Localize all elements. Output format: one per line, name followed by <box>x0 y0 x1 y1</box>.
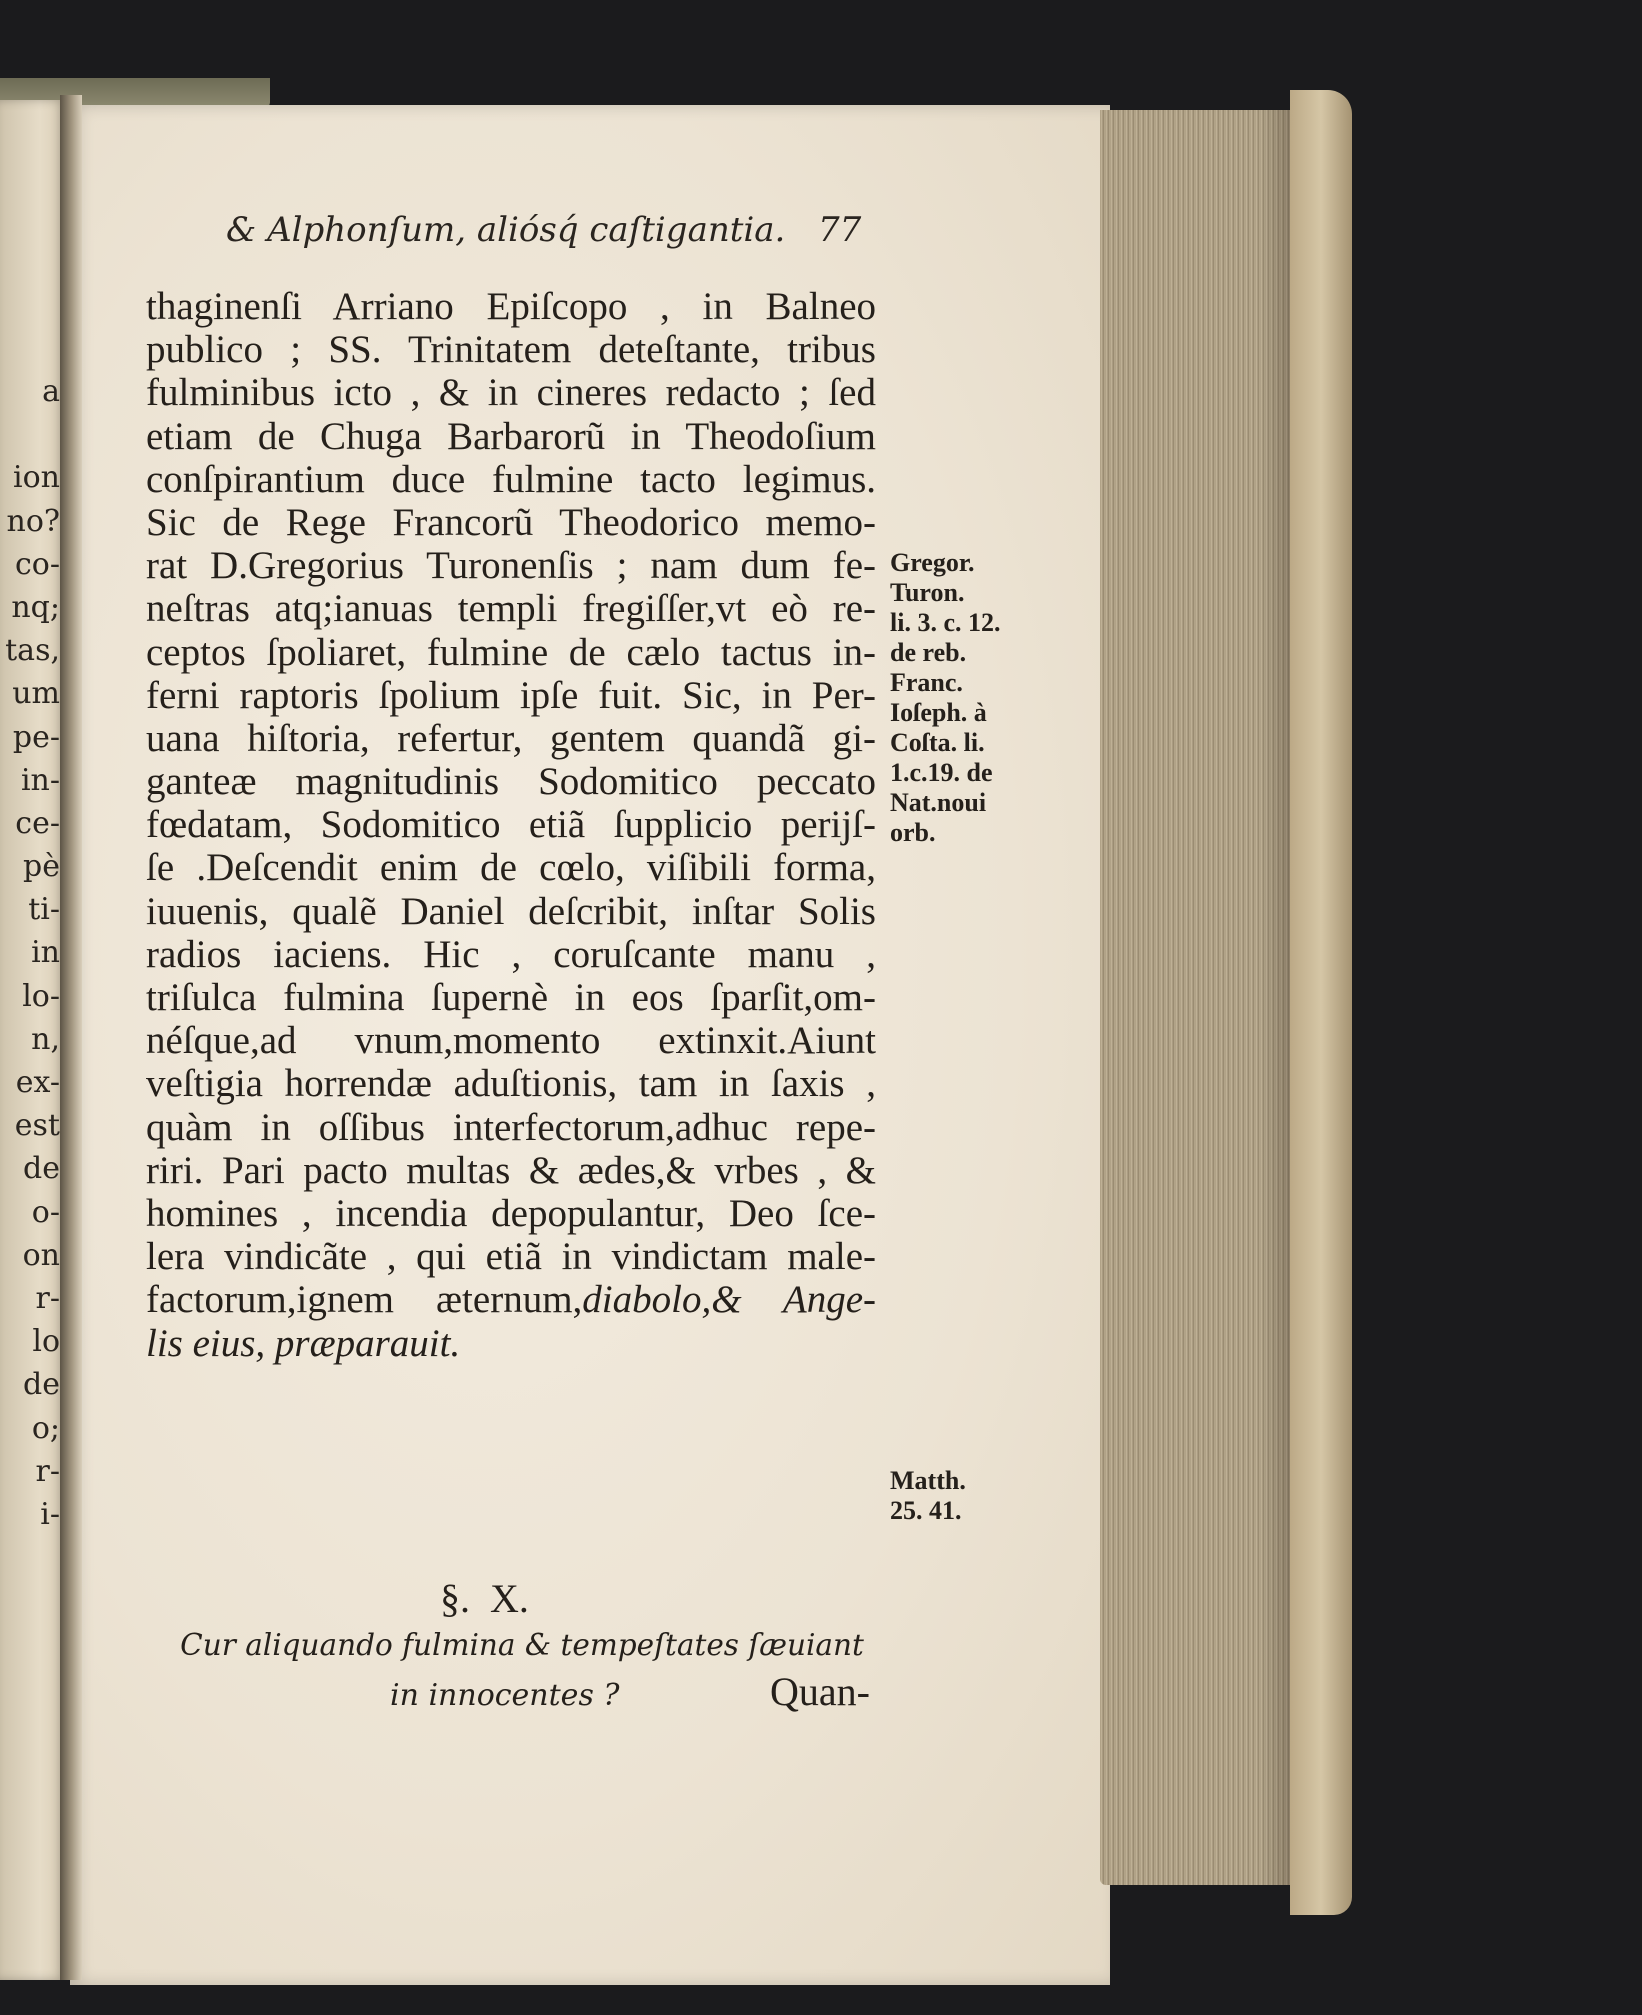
section-title-line-1: Cur aliquando fulmina & tempeſtates ſæuiant <box>180 1628 864 1662</box>
previous-page-fragment: ion <box>13 460 60 496</box>
section-mark: §. X. <box>440 1576 529 1621</box>
previous-page-fragment: r- <box>35 1280 60 1316</box>
previous-page-fragment: de <box>23 1151 60 1187</box>
marginal-note-line: Ioſeph. à <box>890 698 987 727</box>
previous-page-fragment: o- <box>31 1194 60 1230</box>
body-line: ganteæ magnitudinis Sodomitico peccato <box>146 760 876 804</box>
body-line: riri. Pari pacto multas & ædes,& vrbes , & <box>146 1148 876 1192</box>
previous-page-fragment: r- <box>35 1453 60 1489</box>
marginal-note-line: Matth. <box>890 1466 966 1495</box>
book-gutter <box>60 95 82 1980</box>
body-line: veſtigia horrendæ aduſtionis, tam in ſaxis , <box>146 1062 876 1106</box>
previous-page-fragment: in- <box>20 762 60 798</box>
body-line: publico ; SS. Trinitatem deteſtante, tribus <box>146 328 876 372</box>
body-line: lera vindicãte , qui etiã in vindictam male- <box>146 1235 876 1279</box>
body-line: conſpirantium duce fulmine tacto legimus. <box>146 457 876 501</box>
previous-page-fragment: lo- <box>22 978 60 1014</box>
back-cover <box>1290 90 1352 1915</box>
previous-page-fragment: a <box>42 374 60 409</box>
marginal-note-line: de reb. <box>890 638 967 667</box>
marginal-note-line: 25. 41. <box>890 1496 962 1525</box>
body-line: fulminibus icto , & in cineres redacto ; ſed <box>146 371 876 415</box>
marginal-note-line: li. 3. c. 12. <box>890 608 1001 637</box>
previous-page-fragment: n, <box>31 1021 60 1057</box>
previous-page-fragment: tas, <box>5 633 60 669</box>
previous-page-fragment: no? <box>6 503 60 539</box>
body-text <box>146 285 876 1365</box>
page-number: 77 <box>818 210 862 250</box>
body-line: Sic de Rege Francorũ Theodorico memo- <box>146 500 876 544</box>
marginal-note-line: Coſta. li. <box>890 728 985 757</box>
body-line: lis eius, præparauit. <box>146 1321 461 1365</box>
marginal-note-line: Gregor. <box>890 548 975 577</box>
body-line: neſtras atq;ianuas templi fregiſſer,vt eò re- <box>146 587 876 631</box>
body-line: ceptos ſpoliaret, fulmine de cælo tactus in- <box>146 630 876 674</box>
marginal-note-line: orb. <box>890 818 936 847</box>
catchword: Quan- <box>770 1669 870 1714</box>
running-head: & Alphonſum, aliósq́ caſtigantia. <box>226 210 786 250</box>
marginal-note-matthew <box>890 1466 1030 1526</box>
body-line-roman: factorum,ignem æternum, <box>146 1278 583 1322</box>
marginal-note-line: 1.c.19. de <box>890 758 993 787</box>
body-line: ſe .Deſcendit enim de cœlo, viſibili forma, <box>146 846 876 890</box>
previous-page-fragment: i- <box>40 1496 60 1532</box>
previous-page-fragment: est <box>14 1108 60 1144</box>
previous-page-fragment: ti- <box>28 892 60 928</box>
previous-page-fragment: lo <box>32 1324 60 1360</box>
previous-page-fragment: ce- <box>15 805 60 841</box>
previous-page-text-fragments <box>0 370 66 1536</box>
previous-page-fragment: in <box>31 935 60 971</box>
body-line: iuuenis, qualẽ Daniel deſcribit, inſtar Solis <box>146 889 876 933</box>
marginal-note-line: Nat.noui <box>890 788 987 817</box>
section-title-line-2: in innocentes ? <box>390 1678 620 1713</box>
body-line: triſulca fulmina ſupernè in eos ſparſit,om- <box>146 976 876 1019</box>
body-line: homines , incendia depopulantur, Deo ſce- <box>146 1191 876 1235</box>
previous-page-fragment: nq; <box>11 589 60 625</box>
body-line: radios iaciens. Hic , coruſcante manu , <box>146 932 876 976</box>
body-line: fœdatam, Sodomitico etiã ſupplicio perijſ- <box>146 803 876 847</box>
body-line: quàm in oſſibus interfectorum,adhuc repe- <box>146 1105 876 1149</box>
body-line: ferni raptoris ſpolium ipſe fuit. Sic, in Per- <box>146 673 876 717</box>
marginal-note-gregory-acosta <box>890 548 1030 848</box>
previous-page-fragment: de <box>23 1367 60 1403</box>
body-line <box>146 1278 876 1321</box>
previous-page-fragment: pè <box>23 849 60 885</box>
body-line: thaginenſi Arriano Epiſcopo , in Balneo <box>146 285 876 328</box>
body-line-italic: diabolo,& Ange- <box>582 1278 876 1322</box>
previous-page-fragment: ex- <box>15 1065 60 1100</box>
previous-page-fragment: co- <box>15 546 60 582</box>
previous-page-fragment <box>0 413 66 456</box>
previous-page-fragment: o; <box>31 1410 60 1446</box>
body-line: etiam de Chuga Barbarorũ in Theodoſium <box>146 414 876 458</box>
body-line: rat D.Gregorius Turonenſis ; nam dum fe- <box>146 544 876 588</box>
page-edges <box>1100 110 1300 1885</box>
body-line: néſque,ad vnum,momento extinxit.Aiunt <box>146 1019 876 1063</box>
previous-page-fragment: on <box>22 1237 60 1273</box>
previous-page-fragment: um <box>12 676 60 712</box>
marginal-note-line: Franc. <box>890 668 963 697</box>
previous-page-fragment: pe- <box>12 719 60 755</box>
body-line: uana hiſtoria, refertur, gentem quandã gi- <box>146 716 876 760</box>
marginal-note-line: Turon. <box>890 578 965 607</box>
